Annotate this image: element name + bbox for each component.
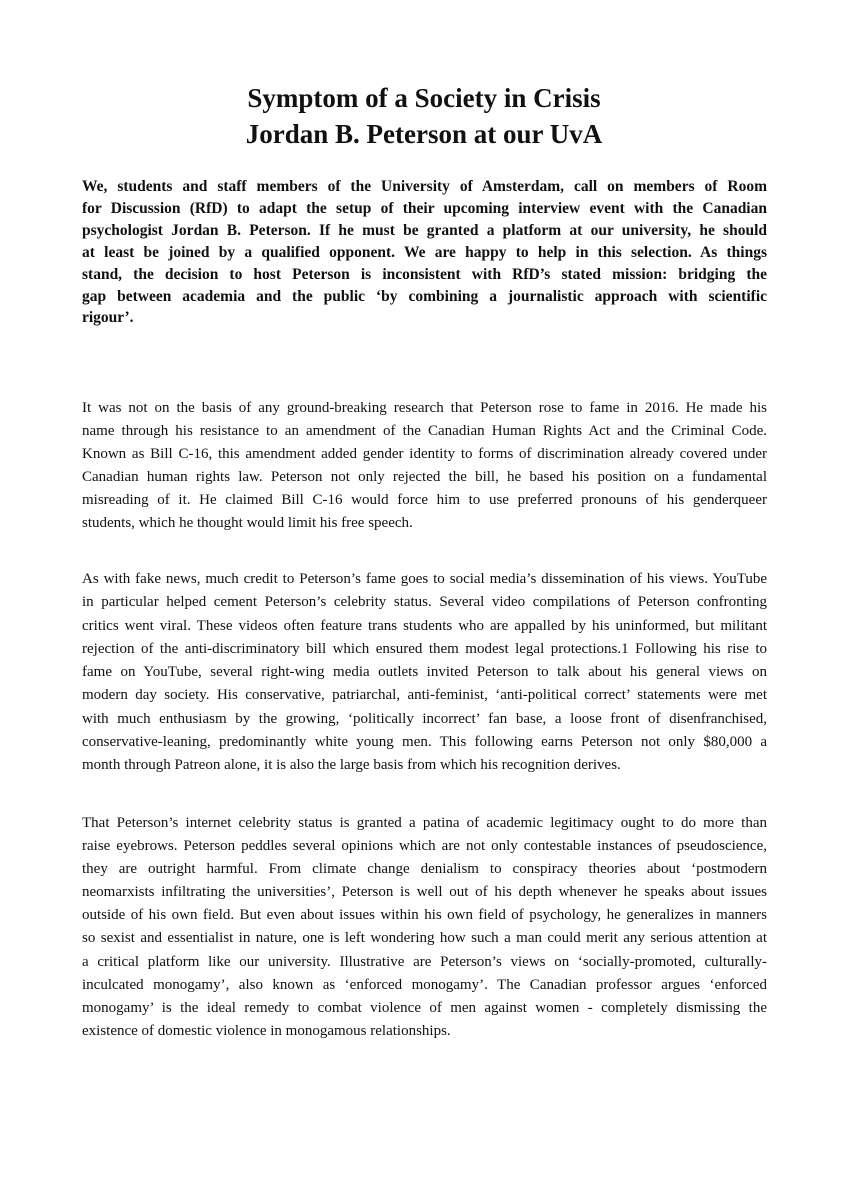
text-line: in particular helped cement Peterson’s celebrity status. Several video compilations of Peterson confronting <box>82 594 767 611</box>
text-line: psychologist Jordan B. Peterson. If he must be granted a platform at our university, he should <box>82 221 767 239</box>
text-line: neomarxists infiltrating the universities’, Peterson is well out of his depth whenever he speaks about issues <box>82 884 767 901</box>
text-line: That Peterson’s internet celebrity status is granted a patina of academic legitimacy ought to do more than <box>82 815 767 831</box>
text-line: raise eyebrows. Peterson peddles several opinions which are not only contestable instances of pseudoscience, <box>82 838 767 855</box>
text-line: month through Patreon alone, it is also the large basis from which his recognition derives. <box>82 757 621 773</box>
body-paragraph-3 <box>82 812 767 1043</box>
text-line: We, students and staff members of the University of Amsterdam, call on members of Room <box>82 178 767 195</box>
text-line: name through his resistance to an amendment of the Canadian Human Rights Act and the Criminal Code. <box>82 423 767 439</box>
text-line: for Discussion (RfD) to adapt the setup of their upcoming interview event with the Canadian <box>82 199 767 217</box>
text-line: misreading of it. He claimed Bill C-16 would force him to use preferred pronouns of his genderqueer <box>82 492 767 508</box>
text-line: rejection of the anti-discriminatory bill which ensured them modest legal protections.1 Following his rise to <box>82 640 767 657</box>
text-line: gap between academia and the public ‘by combining a journalistic approach with scientific <box>82 287 767 305</box>
intro-paragraph <box>82 176 767 329</box>
text-line: a critical platform like our university. Illustrative are Peterson’s views on ‘socially-promoted, culturally- <box>82 953 767 970</box>
text-line: fame on YouTube, several right-wing media outlets invited Peterson to talk about his general views on <box>82 664 767 680</box>
text-line: with much enthusiasm by the growing, ‘politically incorrect’ fan base, a loose front of disenfranchised, <box>82 710 767 727</box>
text-line: conservative-leaning, predominantly white young men. This following earns Peterson not only $80,000 a <box>82 733 767 750</box>
text-line: As with fake news, much credit to Peterson’s fame goes to social media’s dissemination of his views. YouTube <box>82 571 767 587</box>
text-line: they are outright harmful. From climate change denialism to conspiracy theories about ‘postmodern <box>82 861 767 878</box>
text-line: monogamy’ is the ideal remedy to combat violence of men against women - completely dismissing the <box>82 999 767 1016</box>
text-line: students, which he thought would limit his free speech. <box>82 515 413 531</box>
text-line: Known as Bill C-16, this amendment added gender identity to forms of discrimination already covered under <box>82 446 767 462</box>
text-line: so sexist and essentialist in nature, one is left wondering how such a man could merit any serious attention at <box>82 930 767 947</box>
text-line: outside of his own field. But even about issues within his own field of psychology, he generalizes in manners <box>82 907 767 924</box>
title-line-2: Jordan B. Peterson at our UvA <box>245 119 603 149</box>
body-paragraph-2 <box>82 568 767 777</box>
text-line: at least be joined by a qualified opponent. We are happy to help in this selection. As things <box>82 243 767 261</box>
text-line: critics went viral. These videos often feature trans students who are appalled by his uninformed, but militant <box>82 617 767 634</box>
text-line: inculcated monogamy’, also known as ‘enforced monogamy’. The Canadian professor argues ‘enforced <box>82 976 767 993</box>
text-line: Canadian human rights law. Peterson not only rejected the bill, he based his position on a fundamental <box>82 469 767 485</box>
text-line: It was not on the basis of any ground-breaking research that Peterson rose to fame in 2016. He made his <box>82 400 767 416</box>
text-line: modern day society. His conservative, patriarchal, anti-feminist, ‘anti-political correct’ statements were met <box>82 687 767 704</box>
document-title <box>0 80 848 152</box>
body-paragraph-1 <box>82 397 767 535</box>
text-line: existence of domestic violence in monogamous relationships. <box>82 1022 451 1039</box>
title-line-1: Symptom of a Society in Crisis <box>247 83 601 113</box>
text-line: rigour’. <box>82 309 134 327</box>
text-line: stand, the decision to host Peterson is inconsistent with RfD’s stated mission: bridging the <box>82 265 767 283</box>
